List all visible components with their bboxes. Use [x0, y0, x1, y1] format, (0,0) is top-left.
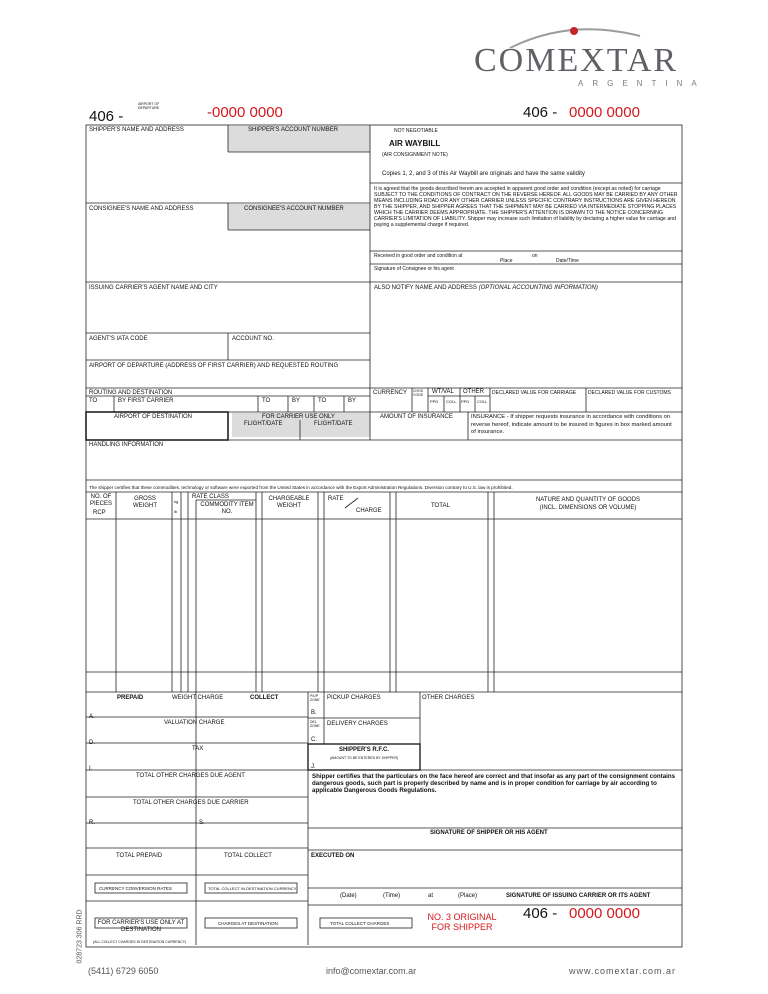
delivery-charges-label: DELIVERY CHARGES — [327, 721, 388, 727]
rcp-label: RCP — [93, 510, 106, 516]
other-carrier-label: TOTAL OTHER CHARGES DUE CARRIER — [133, 800, 249, 806]
conversion-rates-label: CURRENCY CONVERSION RATES — [99, 886, 172, 891]
handling-label: HANDLING INFORMATION — [89, 442, 164, 448]
routing-by-3: BY — [348, 398, 357, 404]
carrier-use-label: FOR CARRIER USE ONLY — [262, 414, 335, 420]
currency-label: CURRENCY — [373, 390, 408, 396]
wtval-label: WT/VAL — [432, 389, 454, 395]
declared-customs-label: DECLARED VALUE FOR CUSTOMS — [588, 390, 671, 396]
coll-label: COLL — [446, 399, 457, 404]
charge-a: A. — [89, 714, 95, 720]
chgs-code-label: CHGS CODE — [413, 389, 424, 397]
footer-email[interactable]: info@comextar.com.ar — [326, 966, 417, 976]
signature-carrier: SIGNATURE OF ISSUING CARRIER OR ITS AGENT — [506, 893, 651, 899]
nature-goods-sub: (INCL. DIMENSIONS OR VOLUME) — [539, 505, 637, 511]
awb-number-right: 0000 0000 — [569, 104, 640, 121]
charges-destination-label: CHARGES AT DESTINATION — [218, 921, 278, 926]
account-no-label: ACCOUNT NO. — [232, 336, 274, 342]
tax-label: TAX — [192, 746, 204, 752]
exec-date-label: (Date) — [340, 893, 357, 899]
carrier-only-label: FOR CARRIER'S USE ONLY AT DESTINATION — [97, 920, 185, 933]
terms-paragraph: It is agreed that the goods described herein are accepted in apparent good order and condition (except as noted) for carriage SUBJECT TO THE CONDITIONS OF CONTRACT ON THE REVERSE HEREOF. ALL GOODS MAY BE CARRIED BY ANY OTHER MEANS INCLUDING ROAD OR ANY OTHER CARRIER UNLESS SPECIFIC CONTRARY INSTRUCTIONS ARE GIVEN HEREON BY THE SHIPPER, AND SHIPPER AGREES THAT THE SHIPMENT MAY BE CARRIED VIA INTERMEDIATE STOPPING PLACES WHICH THE CARRIER DEEMS APPROPRIATE. THE SHIPPER'S ATTENTION IS DRAWN TO THE NOTICE CONCERNING CARRIER'S LIMITATION OF LIABILITY. Shipper may increase such limitation of liability by declaring a higher value for carriage and paying a supplemental charge if required. — [374, 186, 678, 228]
charge-b: B. — [311, 710, 317, 716]
footer-phone: (5411) 6729 6050 — [88, 966, 159, 976]
total-label: TOTAL — [431, 503, 450, 509]
datetime-label: Date/Time — [556, 258, 579, 264]
footer-website[interactable]: www.comextar.com.ar — [569, 966, 677, 976]
other-agent-label: TOTAL OTHER CHARGES DUE AGENT — [136, 773, 245, 779]
charge-d: D. — [89, 740, 95, 746]
awb-prefix: 406 - — [89, 108, 124, 125]
insurance-note: INSURANCE - If shipper requests insurance in accordance with conditions on reverse hereof, indicate amount to be insured in figures in box marked amount of insurance. — [471, 414, 672, 435]
charge-r: R. — [89, 820, 95, 826]
exec-time-label: (Time) — [383, 893, 401, 899]
notify-label: ALSO NOTIFY NAME AND ADDRESS (OPTIONAL ACCOUNTING INFORMATION) — [374, 285, 598, 291]
place-label: Place — [500, 258, 513, 264]
total-collect-charges-label: TOTAL COLLECT CHARGES — [330, 921, 390, 926]
received-label: Received in good order and condition at — [374, 253, 463, 259]
valuation-charge-label: VALUATION CHARGE — [164, 720, 225, 726]
signature-consignee: Signature of Consignee or his agent — [374, 266, 454, 272]
flight-date-1: FLIGHT/DATE — [244, 421, 283, 427]
rate-label: RATE — [328, 496, 344, 502]
copy-label: NO. 3 ORIGINAL FOR SHIPPER — [427, 912, 497, 932]
on-label: on — [532, 253, 538, 259]
prepaid-label: PREPAID — [117, 695, 144, 701]
bottom-number: 0000 0000 — [569, 905, 640, 922]
copies-note: Copies 1, 2, and 3 of this Air Waybill are originals and have the same validity — [382, 171, 585, 177]
delivery-zone-code: DEL ZONE — [310, 720, 320, 728]
charge-i: I. — [89, 766, 93, 772]
bottom-prefix: 406 - — [523, 905, 558, 922]
total-collect-label: TOTAL COLLECT — [224, 853, 272, 859]
pickup-charges-label: PICKUP CHARGES — [327, 695, 381, 701]
pickup-zone-code: P/UP ZONE — [310, 694, 320, 702]
shipper-rfc-label: SHIPPER'S R.F.C. — [338, 747, 390, 753]
air-waybill-title: AIR WAYBILL — [389, 139, 441, 148]
routing-to-3: TO — [318, 398, 327, 404]
export-note: The shipper certifies that these commodities, technology or software were exported from the United States in accordance with the Export Administration Regulations. Diversion contrary to U.S. law is prohibited. — [89, 485, 513, 490]
airport-departure-label: AIRPORT OF DEPARTURE (ADDRESS OF FIRST CARRIER) AND REQUESTED ROUTING — [89, 363, 339, 369]
awb-number-left: -0000 0000 — [207, 104, 283, 121]
routing-by-first: BY FIRST CARRIER — [118, 398, 174, 404]
insurance-amount-label: AMOUNT OF INSURANCE — [380, 414, 453, 420]
flight-date-2: FLIGHT/DATE — [314, 421, 353, 427]
air-consignment-note: (AIR CONSIGNMENT NOTE) — [382, 152, 448, 158]
agent-name-label: ISSUING CARRIER'S AGENT NAME AND CITY — [89, 285, 218, 291]
declared-carriage-label: DECLARED VALUE FOR CARRIAGE — [492, 390, 577, 396]
not-negotiable: NOT NEGOTIABLE — [394, 128, 438, 134]
routing-to-2: TO — [262, 398, 271, 404]
routing-to: TO — [89, 398, 98, 404]
collect-label: COLLECT — [250, 695, 279, 701]
iata-code-label: AGENT'S IATA CODE — [89, 336, 148, 342]
exec-place-label: (Place) — [458, 893, 478, 899]
charge-label: CHARGE — [356, 508, 382, 514]
shipper-rfc-sub: (AMOUNT TO BE ENTERED BY SHIPPER) — [329, 756, 399, 760]
chargeable-weight-label: CHARGEABLE WEIGHT — [268, 496, 310, 509]
consignee-account-label: CONSIGNEE'S ACCOUNT NUMBER — [244, 206, 344, 212]
gross-weight-label: GROSS WEIGHT — [133, 496, 157, 509]
commodity-label: COMMODITY ITEM NO. — [200, 502, 254, 515]
consignee-name-label: CONSIGNEE'S NAME AND ADDRESS — [89, 206, 194, 212]
ppd-label-2: PPD — [461, 399, 470, 404]
shipper-certification: Shipper certifies that the particulars on the face hereof are correct and that insofar as any part of the consignment contains dangerous goods, such part is properly described by name and is in proper condition for carriage by air according to applicable Dangerous Goods Regulations. — [312, 773, 676, 794]
destination-airport-label: AIRPORT OF DESTINATION — [114, 414, 193, 420]
airport-code-label: AIRPORT OF DEPARTURE — [138, 102, 160, 110]
shipper-name-label: SHIPPER'S NAME AND ADDRESS — [89, 127, 184, 133]
charge-c: C. — [311, 737, 317, 743]
exec-at-label: at — [428, 893, 434, 899]
logo-country: ARGENTINA — [578, 79, 706, 88]
signature-shipper: SIGNATURE OF SHIPPER OR HIS AGENT — [430, 830, 548, 836]
collect-destination-label: TOTAL COLLECT IN DESTINATION CURRENCY — [208, 886, 297, 891]
coll-label-2: COLL — [477, 399, 488, 404]
other-label: OTHER — [463, 389, 484, 395]
charge-s: S. — [199, 820, 205, 826]
routing-title: ROUTING AND DESTINATION — [89, 390, 173, 396]
awb-prefix-right: 406 - — [523, 104, 558, 121]
side-code: 028723 306 RRD — [76, 909, 84, 964]
executed-on-label: EXECUTED ON — [311, 853, 355, 859]
total-prepaid-label: TOTAL PREPAID — [116, 853, 163, 859]
other-charges-label: OTHER CHARGES — [422, 695, 475, 701]
nature-goods-label: NATURE AND QUANTITY OF GOODS — [535, 497, 641, 503]
shipper-account-label: SHIPPER'S ACCOUNT NUMBER — [248, 127, 339, 133]
rate-class-label: RATE CLASS — [192, 494, 229, 500]
logo-name: COMEXTAR — [474, 42, 679, 79]
kg-label: kg — [174, 499, 179, 504]
lb-label: lb — [174, 509, 178, 514]
ppd-label: PPD — [430, 399, 439, 404]
all-collect-note: (ALL COLLECT CHARGES IN DESTINATION CURRENCY) — [93, 940, 187, 944]
weight-charge-label: WEIGHT CHARGE — [172, 695, 224, 701]
pieces-label: NO. OF PIECES — [89, 494, 112, 507]
charge-j: J. — [311, 764, 316, 770]
routing-by-2: BY — [292, 398, 301, 404]
